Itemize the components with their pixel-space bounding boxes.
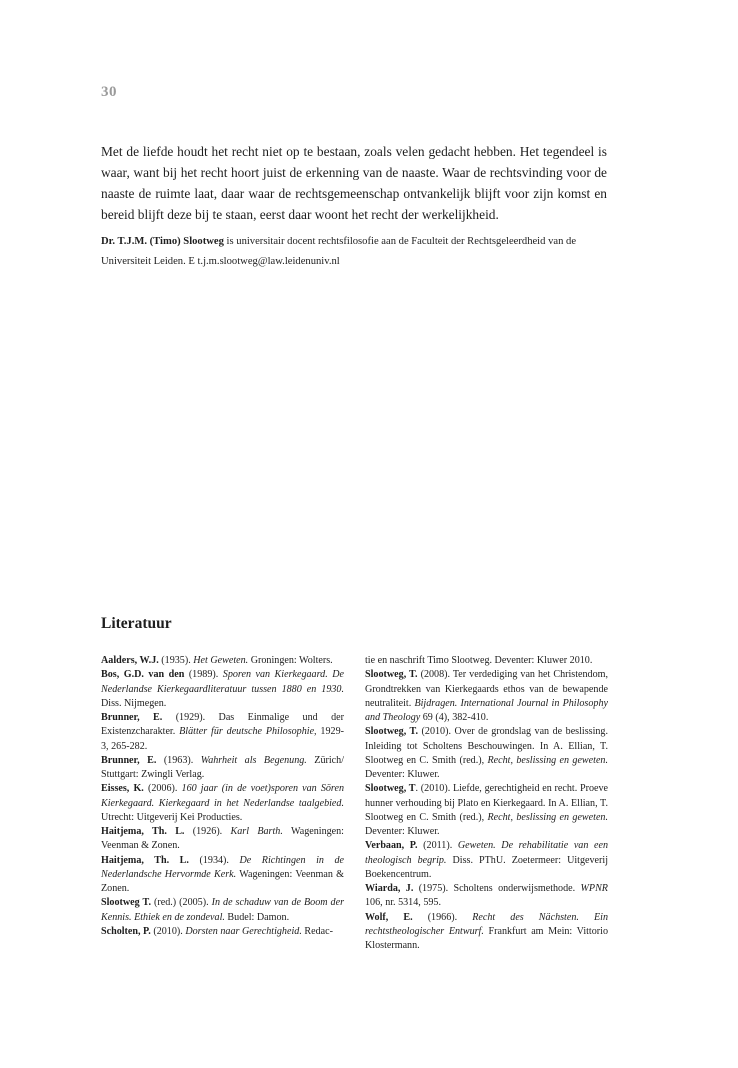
references-right-column <box>365 654 608 953</box>
reference-pre: (1934). <box>188 854 240 866</box>
reference-author: Wiarda, J. <box>365 883 414 894</box>
reference-post: Utrecht: Uitgeverij Kei Producties. <box>101 811 243 823</box>
author-name: Dr. T.J.M. (Timo) Slootweg <box>101 236 224 247</box>
references-left-column <box>101 654 344 939</box>
reference-title: Het Geweten. <box>193 655 249 666</box>
reference-author: Bos, G.D. van den <box>101 669 185 681</box>
reference-post: Frankfurt am Mein: Vittorio Klostermann. <box>365 925 608 951</box>
reference-pre: (1963). <box>156 754 201 766</box>
reference-post: Deventer: Kluwer. <box>365 826 440 837</box>
reference-entry <box>101 754 344 783</box>
reference-author: Verbaan, P. <box>365 840 418 852</box>
reference-title: Karl Barth. <box>230 826 283 837</box>
reference-title: Sporen van Kierkegaard. De Nederlandse Kierkegaardliteratuur tussen 1880 en 1930. <box>101 669 344 695</box>
reference-post: Budel: Damon. <box>224 911 290 923</box>
reference-pre: (1929). Das Einmalige und der Existenzcharakter. <box>101 712 344 738</box>
reference-author: Slootweg, T <box>365 783 416 795</box>
reference-pre: (1989). <box>184 669 223 681</box>
reference-pre: (2008). Ter verdediging van het Christendom, Grondtrekken van Kierkegaards ethos van de bewapende neutraliteit. <box>365 669 609 709</box>
reference-entry <box>101 854 344 897</box>
reference-entry <box>365 782 608 839</box>
reference-post: Diss. PThU. Zoetermeer: Uitgeverij Boekencentrum. <box>365 854 608 880</box>
reference-pre: tie en naschrift Timo Slootweg. Deventer: Kluwer 2010. <box>365 655 593 666</box>
reference-pre: (2006). <box>143 783 182 795</box>
reference-title: Recht, beslissing en geweten. <box>487 811 608 823</box>
literature-heading: Literatuur <box>101 615 172 632</box>
reference-entry <box>365 839 608 882</box>
reference-author: Brunner, E. <box>101 712 163 723</box>
reference-title: In de schaduw van de Boom der Kennis. Ethiek en de zondeval. <box>101 897 344 923</box>
reference-author: Eisses, K. <box>101 783 144 795</box>
reference-pre: (1975). Scholtens onderwijsmethode. <box>413 883 581 894</box>
reference-title: De Richtingen in de Nederlandsche Hervormde Kerk. <box>101 854 345 880</box>
reference-pre: . (2010). Liefde, gerechtigheid en recht. Proeve hunner verhouding bij Plato en Kierkegaard. In A. Ellian, T. Slootweg en C. Smith (red.), <box>365 783 608 823</box>
closing-paragraph: Met de liefde houdt het recht niet op te bestaan, zoals velen gedacht hebben. Het tegendeel is waar, want bij het recht hoort juist de erkenning van de naaste. Waar de rechtsvinding voor de naaste de ruimte laat, daar waar de rechtsgemeenschap ontvankelijk blijft voor zijn komst en bereid blijft deze bij te staan, eerst daar woont het recht der werkelijkheid. <box>101 144 607 222</box>
reference-author: Scholten, P. <box>101 925 151 937</box>
reference-entry <box>101 825 344 854</box>
reference-pre: (1966). <box>412 911 473 923</box>
reference-entry <box>365 725 608 782</box>
reference-title: Recht, beslissing en geweten. <box>487 754 608 766</box>
reference-author: Wolf, E. <box>365 911 413 923</box>
reference-entry <box>365 668 608 725</box>
reference-post: Diss. Nijmegen. <box>101 697 167 709</box>
reference-post: 69 (4), 382-410. <box>420 712 489 723</box>
page-number: 30 <box>101 84 117 100</box>
reference-pre: (2011). <box>417 840 458 852</box>
reference-post: 106, nr. 5314, 595. <box>365 897 441 909</box>
reference-title: Wahrheit als Begenung. <box>200 754 307 766</box>
reference-post: Wageningen: Veenman & Zonen. <box>101 868 344 894</box>
reference-entry <box>101 711 344 754</box>
reference-post: Deventer: Kluwer. <box>365 769 440 780</box>
reference-entry <box>365 654 608 668</box>
reference-post: Wageningen: Veenman & Zonen. <box>101 826 344 852</box>
reference-entry <box>101 782 344 825</box>
reference-entry <box>365 882 608 911</box>
reference-title: Blätter für deutsche Philosophie, <box>179 726 317 738</box>
reference-title: 160 jaar (in de voet)sporen van Sören Kierkegaard. Kierkegaard in het Nederlandse taalgebied. <box>101 783 344 809</box>
reference-entry <box>101 925 344 939</box>
author-note <box>101 232 611 272</box>
reference-entry <box>365 911 608 954</box>
reference-author: Haitjema, Th. L. <box>101 826 185 837</box>
reference-author: Haitjema, Th. L. <box>101 854 189 866</box>
reference-post: 1929-3, 265-282. <box>101 726 344 752</box>
reference-title: Geweten. De rehabilitatie van een theologisch begrip. <box>365 840 609 866</box>
reference-post: Redac- <box>301 925 333 937</box>
reference-title: WPNR <box>580 883 608 894</box>
reference-entry <box>101 896 344 925</box>
reference-title: Bijdragen. International Journal in Philosophy and Theology <box>365 697 608 723</box>
reference-author: Brunner, E. <box>101 754 157 766</box>
reference-pre: (1935). <box>158 655 194 666</box>
reference-author: Slootweg T. <box>101 897 152 909</box>
reference-entry <box>101 668 344 711</box>
reference-title: Dorsten naar Gerechtigheid. <box>185 925 302 937</box>
reference-post: Groningen: Wolters. <box>248 655 333 666</box>
reference-author: Slootweg, T. <box>365 726 419 738</box>
reference-pre: (2010). Over de grondslag van de beslissing. Inleiding tot Scholtens Beschouwingen. In A. Ellian, T. Slootweg en C. Smith (red.), <box>365 726 608 766</box>
reference-author: Aalders, W.J. <box>101 655 159 666</box>
reference-author: Slootweg, T. <box>365 669 418 681</box>
reference-pre: (1926). <box>184 826 231 837</box>
reference-entry <box>101 654 344 668</box>
reference-pre: (red.) (2005). <box>151 897 212 909</box>
reference-post: Zürich/ Stuttgart: Zwingli Verlag. <box>101 754 344 780</box>
reference-title: Recht des Nächsten. Ein rechtstheologischer Entwurf. <box>365 911 608 937</box>
author-description: is universitair docent rechtsfilosofie aan de Faculteit der Rechtsgeleerdheid van de Universiteit Leiden. E t.j.m.slootweg@law.leidenuniv.nl <box>101 236 577 267</box>
reference-pre: (2010). <box>150 925 186 937</box>
